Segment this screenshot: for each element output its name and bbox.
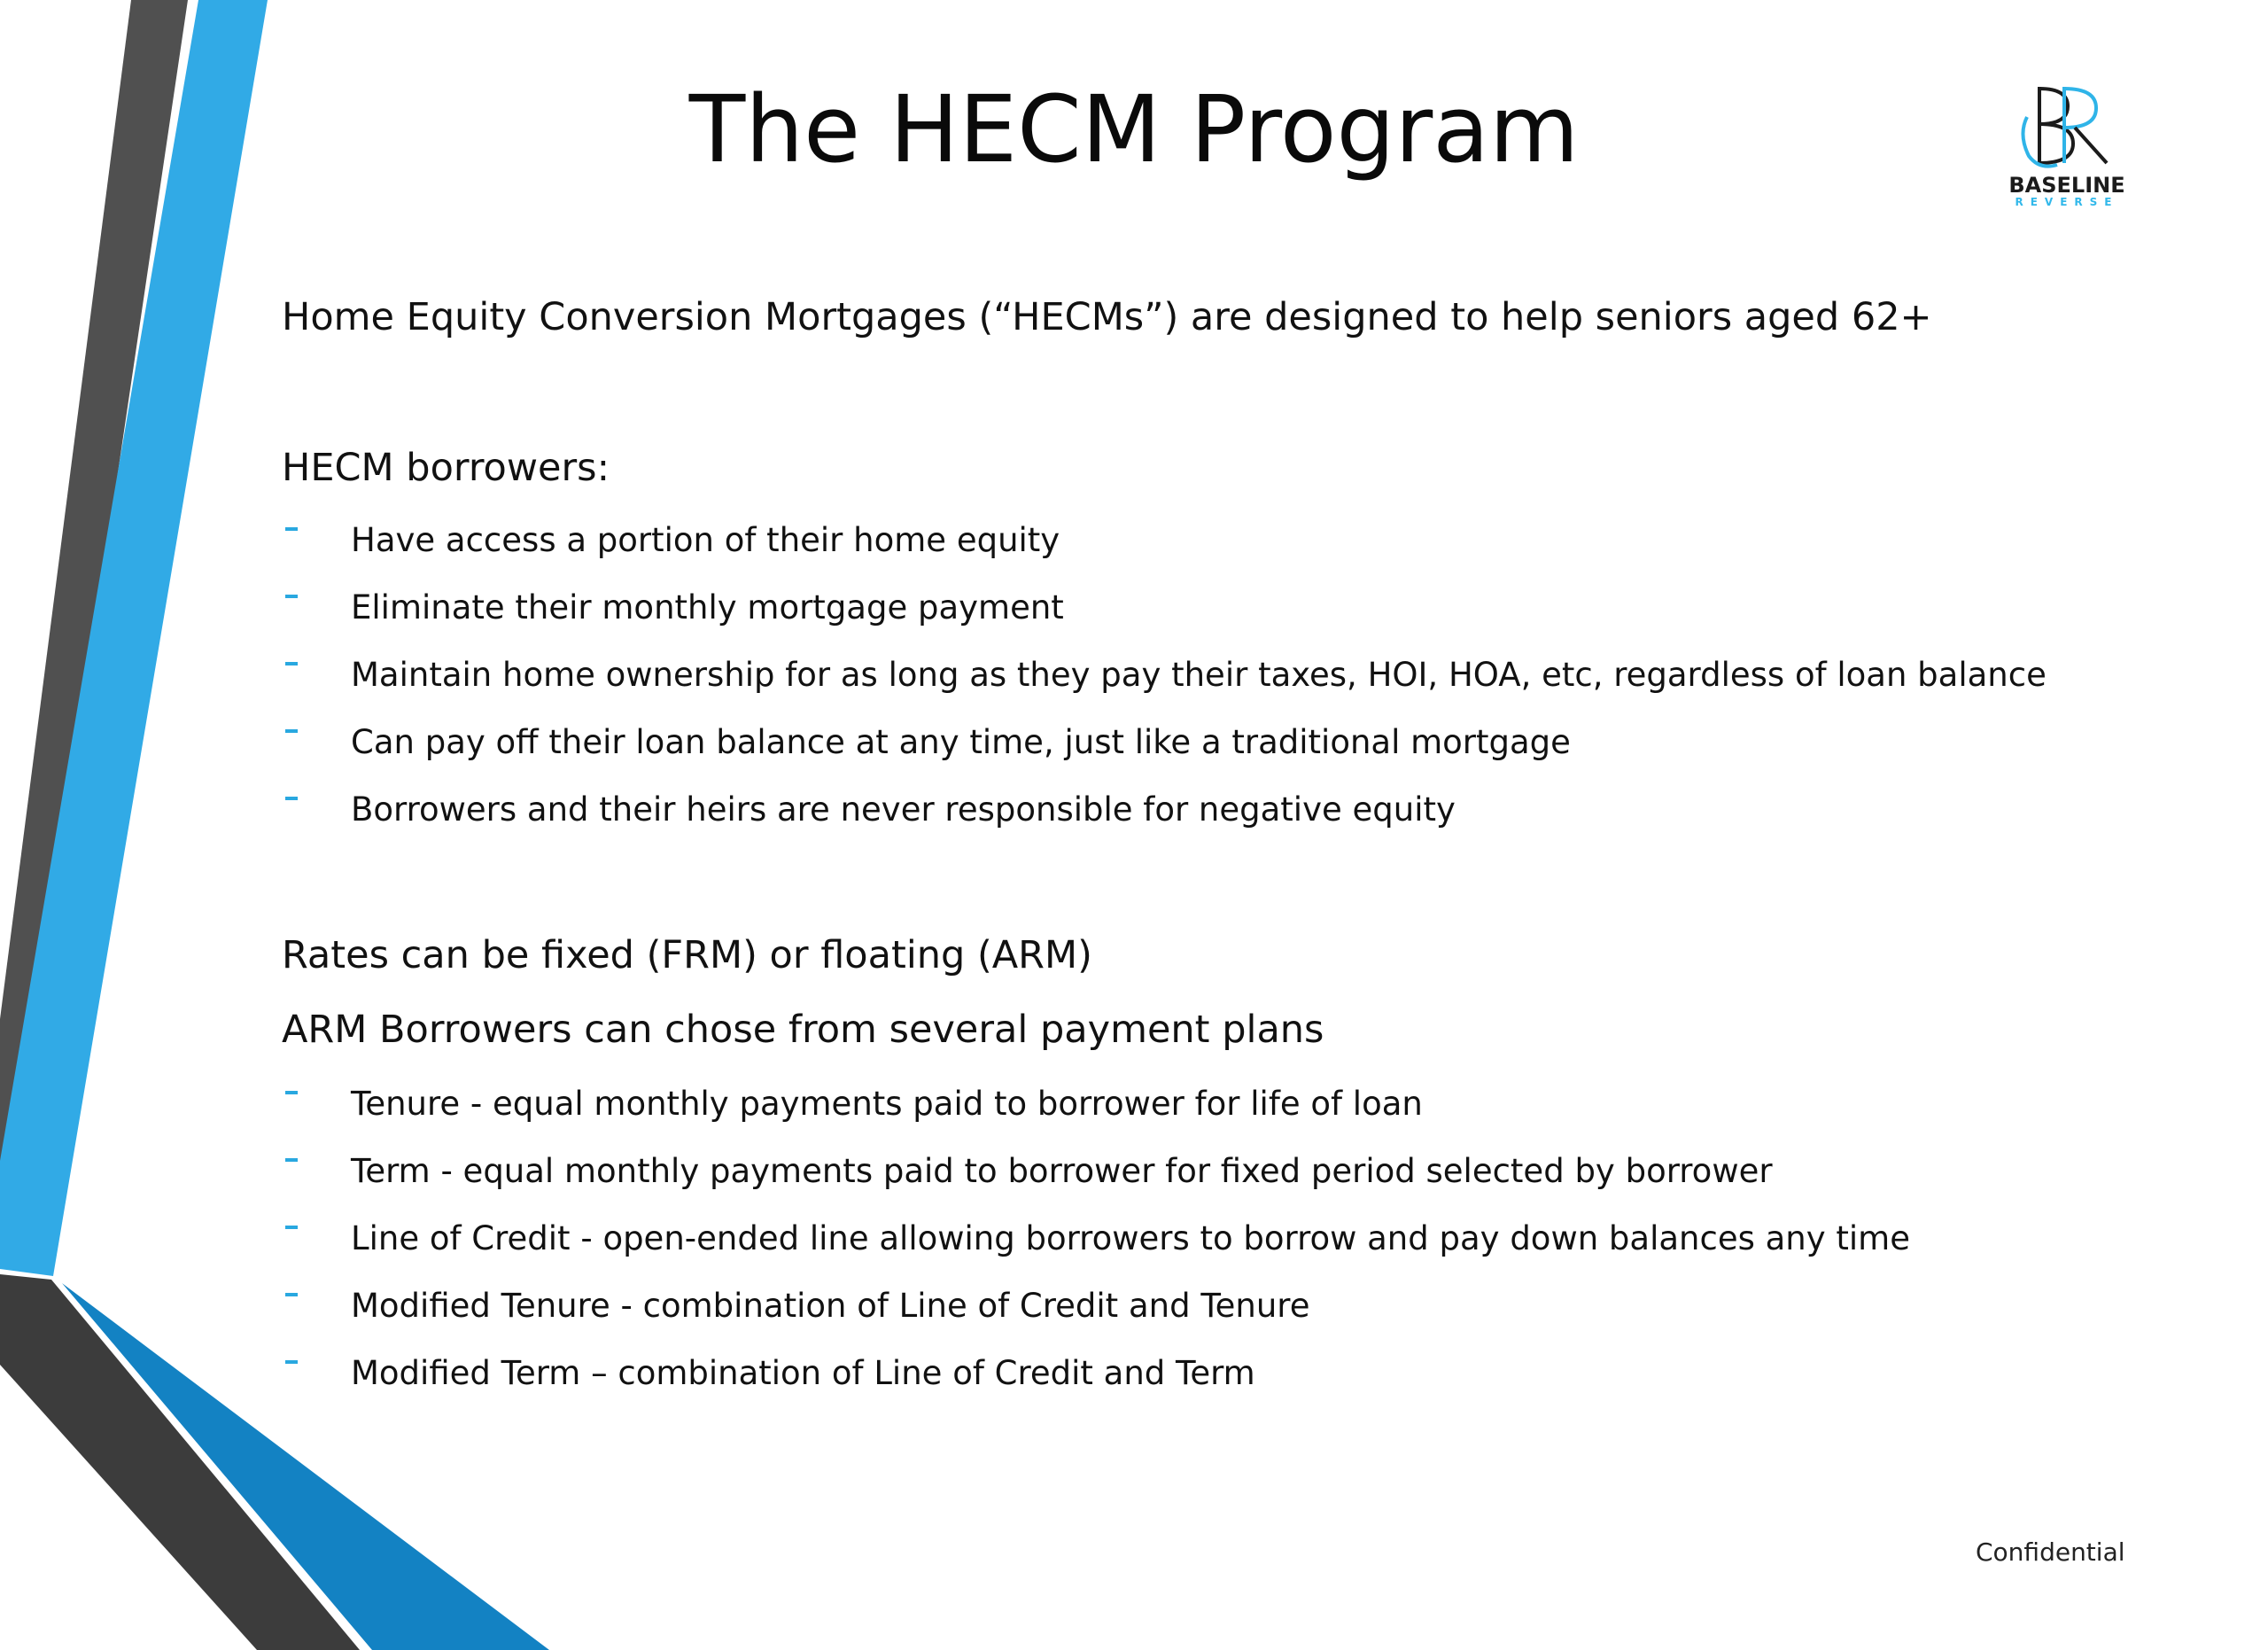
list-item-text: Borrowers and their heirs are never responsible for negative equity (351, 790, 1456, 829)
list-item-text: Term - equal monthly payments paid to borrower for fixed period selected by borrower (351, 1152, 1773, 1190)
intro-text: Home Equity Conversion Mortgages (“HECMs”) are designed to help seniors aged 62+ (282, 295, 1932, 339)
list-item-text: Tenure - equal monthly payments paid to borrower for life of loan (351, 1085, 1423, 1123)
dash-bullet-icon (285, 1293, 298, 1296)
list-item-text: Line of Credit - open-ended line allowing borrowers to borrow and pay down balances any time (351, 1219, 1910, 1257)
dash-bullet-icon (285, 797, 298, 800)
bottom-dark-band (0, 1274, 360, 1650)
borrowers-heading: HECM borrowers: (282, 446, 610, 490)
list-item-text: Eliminate their monthly mortgage payment (351, 588, 1064, 627)
dash-bullet-icon (285, 595, 298, 598)
dash-bullet-icon (285, 1091, 298, 1094)
list-item-text: Modified Term – combination of Line of Credit and Term (351, 1354, 1255, 1392)
dash-bullet-icon (285, 527, 298, 531)
logo-subname: REVERSE (2015, 196, 2119, 208)
br-monogram-icon (2009, 82, 2124, 170)
confidential-footer: Confidential (1976, 1537, 2125, 1567)
logo-name: BASELINE (2008, 173, 2125, 198)
list-item-text: Maintain home ownership for as long as they pay their taxes, HOI, HOA, etc, regardless of loan balance (351, 656, 2047, 694)
dash-bullet-icon (285, 662, 298, 665)
list-item-text: Modified Tenure - combination of Line of Credit and Tenure (351, 1287, 1310, 1325)
dash-bullet-icon (285, 1158, 298, 1162)
list-item-text: Have access a portion of their home equity (351, 521, 1060, 559)
dash-bullet-icon (285, 1360, 298, 1364)
dash-bullet-icon (285, 729, 298, 733)
list-item-text: Can pay off their loan balance at any time, just like a traditional mortgage (351, 723, 1571, 761)
rates-text: Rates can be fixed (FRM) or floating (ARM) (282, 933, 1092, 977)
arm-heading: ARM Borrowers can chose from several payment plans (282, 1008, 1324, 1052)
page-title: The HECM Program (688, 75, 1580, 183)
dash-bullet-icon (285, 1226, 298, 1229)
brand-logo (2000, 82, 2133, 223)
